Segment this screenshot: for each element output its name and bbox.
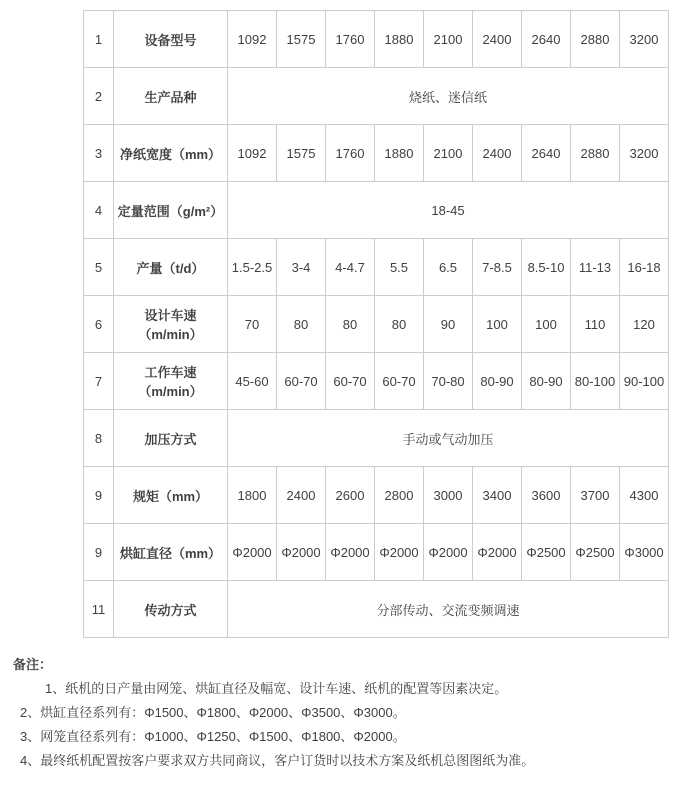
row-number-cell: 2: [84, 68, 114, 125]
value-cell: Φ2500: [522, 524, 571, 581]
value-cell: 3000: [424, 467, 473, 524]
spec-table: [83, 10, 669, 638]
value-cell: 2100: [424, 125, 473, 182]
value-cell: 6.5: [424, 239, 473, 296]
row-label-cell: 烘缸直径（mm）: [114, 524, 228, 581]
row-label-cell: 传动方式: [114, 581, 228, 638]
value-cell: 70-80: [424, 353, 473, 410]
notes-list: [13, 677, 690, 773]
value-cell: 80: [375, 296, 424, 353]
row-number-cell: 4: [84, 182, 114, 239]
value-cell: 5.5: [375, 239, 424, 296]
value-cell: 1760: [326, 125, 375, 182]
value-cell: 3-4: [277, 239, 326, 296]
row-number-cell: 1: [84, 11, 114, 68]
value-cell: 80: [277, 296, 326, 353]
value-cell: 16-18: [620, 239, 669, 296]
value-cell: 2880: [571, 11, 620, 68]
table-row: [84, 353, 669, 410]
value-cell: 1575: [277, 11, 326, 68]
value-cell: 3700: [571, 467, 620, 524]
table-row: [84, 68, 669, 125]
value-cell: 120: [620, 296, 669, 353]
value-cell: 110: [571, 296, 620, 353]
row-label-cell: 生产品种: [114, 68, 228, 125]
value-cell: 11-13: [571, 239, 620, 296]
value-cell: 2800: [375, 467, 424, 524]
row-label-cell: 产量（t/d）: [114, 239, 228, 296]
value-cell: 45-60: [228, 353, 277, 410]
value-cell: 1575: [277, 125, 326, 182]
table-row: [84, 239, 669, 296]
value-cell: 3200: [620, 125, 669, 182]
row-label-cell: 工作车速（m/min）: [114, 353, 228, 410]
row-label-cell: 规矩（mm）: [114, 467, 228, 524]
value-cell: 60-70: [277, 353, 326, 410]
notes-heading: 备注：: [13, 657, 53, 672]
value-cell: 4-4.7: [326, 239, 375, 296]
table-row: [84, 125, 669, 182]
value-cell: 100: [522, 296, 571, 353]
value-cell: 3200: [620, 11, 669, 68]
value-cell: 3600: [522, 467, 571, 524]
value-cell: 1760: [326, 11, 375, 68]
value-cell: 4300: [620, 467, 669, 524]
value-cell: 1800: [228, 467, 277, 524]
note-item: 1、纸机的日产量由网笼、烘缸直径及幅宽、设计车速、纸机的配置等因素决定。: [45, 681, 508, 696]
value-cell: Φ2000: [473, 524, 522, 581]
value-cell: Φ2000: [424, 524, 473, 581]
value-cell: 80-90: [522, 353, 571, 410]
row-number-cell: 3: [84, 125, 114, 182]
value-cell: 90: [424, 296, 473, 353]
value-cell: 60-70: [326, 353, 375, 410]
merged-value-cell: 18-45: [228, 182, 669, 239]
value-cell: 90-100: [620, 353, 669, 410]
value-cell: 1.5-2.5: [228, 239, 277, 296]
spec-table-body: [84, 11, 669, 638]
value-cell: Φ2000: [228, 524, 277, 581]
row-label-cell: 设备型号: [114, 11, 228, 68]
value-cell: 7-8.5: [473, 239, 522, 296]
value-cell: Φ3000: [620, 524, 669, 581]
value-cell: 2640: [522, 11, 571, 68]
row-label-cell: 加压方式: [114, 410, 228, 467]
row-label-cell: 净纸宽度（mm）: [114, 125, 228, 182]
value-cell: 2400: [277, 467, 326, 524]
table-row: [84, 296, 669, 353]
value-cell: 2880: [571, 125, 620, 182]
value-cell: 1092: [228, 11, 277, 68]
table-row: [84, 182, 669, 239]
table-row: [84, 11, 669, 68]
table-row: [84, 467, 669, 524]
table-row: [84, 581, 669, 638]
value-cell: Φ2000: [277, 524, 326, 581]
merged-value-cell: 手动或气动加压: [228, 410, 669, 467]
value-cell: 8.5-10: [522, 239, 571, 296]
note-item: 4、最终纸机配置按客户要求双方共同商议，客户订货时以技术方案及纸机总图图纸为准。: [20, 753, 535, 768]
value-cell: 2400: [473, 125, 522, 182]
value-cell: 1880: [375, 11, 424, 68]
note-item: 3、网笼直径系列有：Φ1000、Φ1250、Φ1500、Φ1800、Φ2000。: [20, 729, 406, 744]
value-cell: 3400: [473, 467, 522, 524]
value-cell: 2600: [326, 467, 375, 524]
value-cell: Φ2000: [326, 524, 375, 581]
value-cell: 80: [326, 296, 375, 353]
note-item: 2、烘缸直径系列有：Φ1500、Φ1800、Φ2000、Φ3500、Φ3000。: [20, 705, 406, 720]
row-number-cell: 8: [84, 410, 114, 467]
value-cell: 60-70: [375, 353, 424, 410]
row-number-cell: 11: [84, 581, 114, 638]
value-cell: 80-90: [473, 353, 522, 410]
row-label-cell: 定量范围（g/m²）: [114, 182, 228, 239]
merged-value-cell: 分部传动、交流变频调速: [228, 581, 669, 638]
value-cell: 70: [228, 296, 277, 353]
value-cell: 1880: [375, 125, 424, 182]
table-row: [84, 410, 669, 467]
value-cell: 2100: [424, 11, 473, 68]
value-cell: 1092: [228, 125, 277, 182]
value-cell: 2400: [473, 11, 522, 68]
row-label-cell: 设计车速（m/min）: [114, 296, 228, 353]
row-number-cell: 6: [84, 296, 114, 353]
row-number-cell: 9: [84, 467, 114, 524]
value-cell: 2640: [522, 125, 571, 182]
value-cell: Φ2500: [571, 524, 620, 581]
table-row: [84, 524, 669, 581]
merged-value-cell: 烧纸、迷信纸: [228, 68, 669, 125]
row-number-cell: 7: [84, 353, 114, 410]
row-number-cell: 5: [84, 239, 114, 296]
value-cell: Φ2000: [375, 524, 424, 581]
value-cell: 100: [473, 296, 522, 353]
row-number-cell: 9: [84, 524, 114, 581]
notes-section: [13, 653, 690, 773]
value-cell: 80-100: [571, 353, 620, 410]
